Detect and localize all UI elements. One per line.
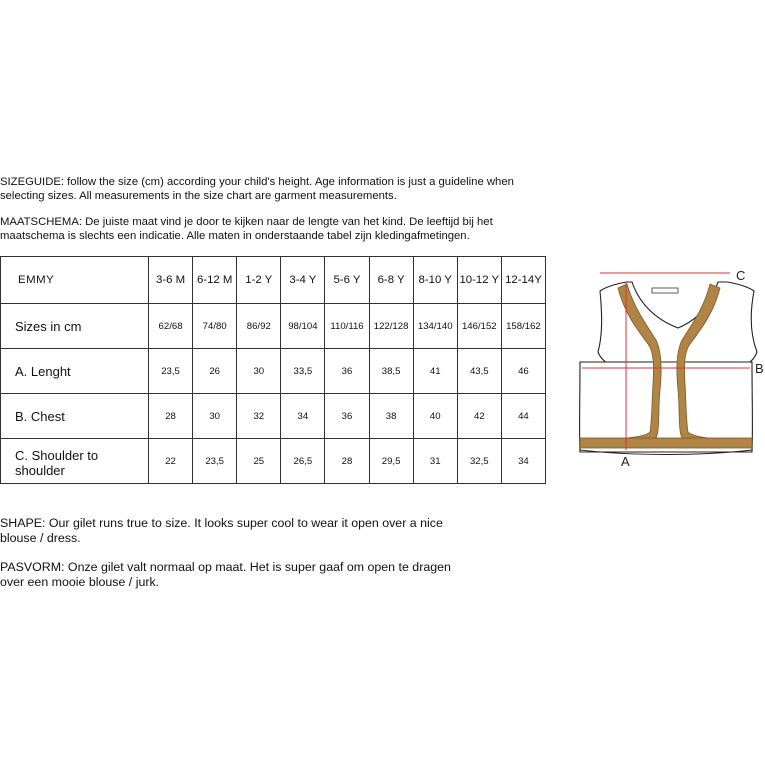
table-cell: 26 [193,349,237,394]
table-cell: 32,5 [457,439,501,484]
size-column-header: 10-12 Y [457,257,501,304]
table-cell: 33,5 [281,349,325,394]
table-row [1,394,546,439]
table-cell: 44 [501,394,545,439]
table-cell: 62/68 [149,304,193,349]
table-cell: 74/80 [193,304,237,349]
size-column-header: 8-10 Y [413,257,457,304]
gilet-measurement-diagram [572,260,765,475]
table-cell: 158/162 [501,304,545,349]
table-cell: 32 [237,394,281,439]
table-cell: 25 [237,439,281,484]
table-cell: 42 [457,394,501,439]
table-row [1,349,546,394]
table-row [1,439,546,484]
label-b: B [755,361,764,376]
size-column-header: 12-14Y [501,257,545,304]
size-column-header: 3-6 M [149,257,193,304]
table-cell: 23,5 [149,349,193,394]
table-cell: 34 [501,439,545,484]
shape-note-english: SHAPE: Our gilet runs true to size. It looks super cool to wear it open over a nice blouse / dress. [0,516,443,545]
size-column-header: 1-2 Y [237,257,281,304]
table-cell: 38 [369,394,413,439]
size-column-header: 6-12 M [193,257,237,304]
table-cell: 41 [413,349,457,394]
row-label: A. Lenght [1,349,149,394]
size-column-header: 3-4 Y [281,257,325,304]
table-cell: 31 [413,439,457,484]
table-cell: 28 [149,394,193,439]
table-cell: 30 [237,349,281,394]
table-cell: 30 [193,394,237,439]
table-cell: 98/104 [281,304,325,349]
table-cell: 43,5 [457,349,501,394]
table-header-row [1,257,546,304]
table-cell: 122/128 [369,304,413,349]
row-label: Sizes in cm [1,304,149,349]
shape-note-dutch: PASVORM: Onze gilet valt normaal op maat. Het is super gaaf om open te dragen over een mooie blouse / jurk. [0,560,451,589]
product-name: EMMY [1,257,149,304]
table-cell: 110/116 [325,304,369,349]
table-cell: 134/140 [413,304,457,349]
label-a: A [621,454,630,469]
table-cell: 38,5 [369,349,413,394]
gilet-trim-bottom [580,438,752,448]
table-cell: 36 [325,394,369,439]
size-column-header: 6-8 Y [369,257,413,304]
table-cell: 86/92 [237,304,281,349]
size-column-header: 5-6 Y [325,257,369,304]
sizeguide-english: SIZEGUIDE: follow the size (cm) according your child's height. Age information is just a guideline when selecting sizes. All measurements in the size chart are garment measurements. [0,176,514,202]
table-cell: 34 [281,394,325,439]
table-cell: 28 [325,439,369,484]
table-cell: 29,5 [369,439,413,484]
table-cell: 46 [501,349,545,394]
table-cell: 146/152 [457,304,501,349]
table-cell: 23,5 [193,439,237,484]
row-label: B. Chest [1,394,149,439]
size-chart-table [0,256,546,484]
table-cell: 26,5 [281,439,325,484]
gilet-label-tag [652,288,678,293]
table-cell: 36 [325,349,369,394]
sizeguide-dutch: MAATSCHEMA: De juiste maat vind je door te kijken naar de lengte van het kind. De leeftijd bij het maatschema is slechts een indicatie. Alle maten in onderstaande tabel zijn kledingafmetingen. [0,216,493,242]
table-cell: 40 [413,394,457,439]
row-label: C. Shoulder to shoulder [1,439,149,484]
label-c: C [736,268,746,283]
table-row [1,304,546,349]
table-cell: 22 [149,439,193,484]
